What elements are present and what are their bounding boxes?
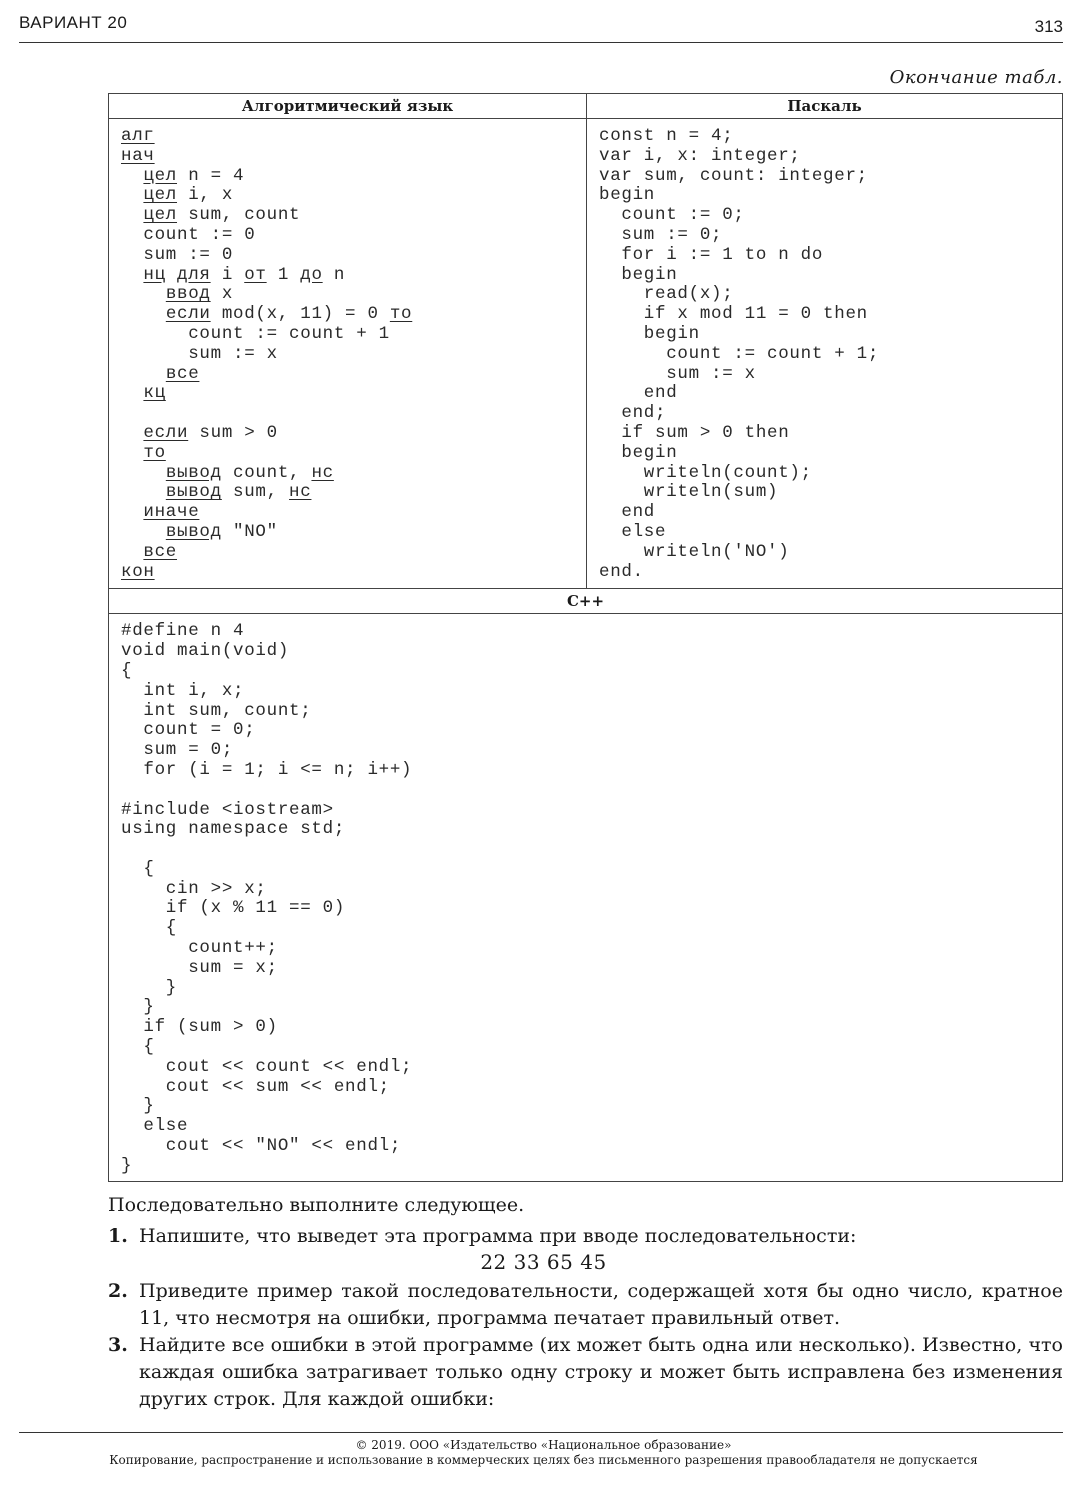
algo-keyword: все (165, 363, 200, 384)
algo-code-line (121, 206, 586, 226)
algo-code-line (121, 503, 586, 523)
pascal-code: const n = 4; var i, x: integer; var sum, count: integer; begin count := 0; sum := 0; for i := 1 to n do begin read(x); if x mod 11 = 0 then begin count := count + 1; sum := x end end; if sum > 0 then begin writeln(count); writeln(sum) end else writeln('NO') end. (599, 126, 880, 582)
algo-keyword: все (143, 541, 178, 562)
algo-code-line (121, 186, 586, 206)
algo-code-text: sum, (221, 482, 290, 503)
header-pascal-cell (587, 94, 1063, 119)
footer-divider (19, 1432, 1063, 1433)
algo-code-line (121, 365, 586, 385)
algo-code-text: sum := 0 (143, 244, 234, 265)
algo-code-text: count := 0 (143, 224, 256, 245)
table-continuation-note: Окончание табл. (889, 67, 1063, 88)
task-item-number: 1. (108, 1225, 128, 1247)
task-item-number: 3. (108, 1334, 128, 1356)
pascal-code-cell (587, 119, 1063, 589)
task-item-text: Приведите пример такой последовательности, содержащей хотя бы одно число, кратное 11, что несмотря на ошибки, программа печатает правильный ответ. (139, 1280, 1063, 1329)
task-intro: Последовательно выполните следующее. (108, 1194, 525, 1216)
cpp-code: #define n 4 void main(void) { int i, x; int sum, count; count = 0; sum = 0; for (i = 1; i <= n; i++) #include <iostream> using namespace std; { cin >> x; if (x % 11 == 0) { count++; sum = x; } } if (sum > 0) { cout << count << endl; cout << sum << endl; } else cout << "NO" << endl; } (121, 621, 413, 1176)
algo-keyword: кон (121, 561, 155, 582)
table-header-row-cpp (109, 589, 1063, 614)
algo-code-text: i (210, 264, 245, 285)
algo-keyword: вывод (165, 462, 222, 483)
task-item-2 (108, 1278, 1063, 1332)
header-algo: Алгоритмический язык (241, 97, 454, 115)
algo-code-line (121, 543, 586, 563)
task-item-text: Напишите, что выведет эта программа при вводе последовательности: (139, 1225, 857, 1247)
program-table (108, 93, 1063, 1182)
algo-keyword: вывод (165, 482, 222, 503)
algo-keyword: кц (143, 383, 166, 404)
header-cpp: C++ (566, 592, 605, 611)
algo-code-text: x (210, 284, 234, 305)
code-row-cpp (109, 614, 1063, 1181)
algo-code-text: count, (221, 462, 312, 483)
algo-code-line (121, 285, 586, 305)
algo-keyword: до (300, 264, 323, 285)
table-header-row (109, 94, 1063, 119)
algo-code-text: n (322, 264, 346, 285)
header-pascal: Паскаль (787, 97, 862, 115)
algo-keyword: нс (311, 462, 334, 483)
algo-code-line (121, 246, 586, 266)
algo-code-line (121, 404, 586, 424)
algo-code-text: i, x (177, 185, 234, 206)
algo-keyword: нач (121, 145, 155, 166)
header-cpp-cell (109, 589, 1063, 614)
code-row-algo-pascal (109, 119, 1063, 589)
footer-copyright: © 2019. ООО «Издательство «Национальное образование» (355, 1438, 732, 1452)
algo-code-line (121, 226, 586, 246)
algo-code-text: "NO" (221, 521, 278, 542)
algo-code-line (121, 483, 586, 503)
algo-keyword: от (244, 264, 267, 285)
algo-code-line (121, 523, 586, 543)
algo-code (109, 119, 586, 588)
algo-code-text: sum, count (177, 205, 301, 226)
algo-keyword: если (165, 304, 211, 325)
algo-keyword: для (177, 264, 211, 285)
algo-code-text: n = 4 (177, 165, 245, 186)
algo-code-text (166, 265, 177, 285)
footer-notice: Копирование, распространение и использование в коммерческих целях без письменного разрешения правообладателя не допускается (109, 1453, 978, 1467)
algo-keyword: цел (143, 165, 178, 186)
header-algo-cell (109, 94, 587, 119)
algo-keyword: цел (143, 205, 178, 226)
algo-keyword: нс (289, 482, 312, 503)
algo-code-text: sum > 0 (188, 422, 278, 443)
task-item-3 (108, 1332, 1063, 1413)
algo-code-line (121, 563, 586, 583)
algo-keyword: цел (143, 185, 178, 206)
input-sequence: 22 33 65 45 (480, 1250, 607, 1274)
algo-code-line (121, 444, 586, 464)
algo-code-line (121, 167, 586, 187)
algo-code-text: 1 (266, 264, 301, 285)
algo-keyword: нц (143, 264, 166, 285)
algo-code-line (121, 127, 586, 147)
algo-code-text: mod(x, 11) = 0 (210, 304, 390, 325)
algo-code-line (121, 424, 586, 444)
algo-keyword: алг (121, 126, 155, 146)
algo-keyword: ввод (165, 284, 211, 305)
algo-keyword: иначе (143, 502, 200, 523)
algo-code-text: sum := x (188, 343, 278, 364)
algo-keyword: то (143, 442, 166, 463)
variant-label: ВАРИАНТ 20 (19, 13, 128, 32)
algo-code-line (121, 325, 586, 345)
algo-keyword: вывод (165, 521, 222, 542)
cpp-code-cell (109, 614, 1063, 1181)
algo-code-line (121, 384, 586, 404)
header-divider (19, 42, 1063, 43)
algo-code-line (121, 305, 586, 325)
page-number: 313 (1034, 17, 1063, 36)
algo-code-cell (109, 119, 587, 589)
algo-keyword: если (143, 422, 189, 443)
task-item-1 (108, 1223, 1063, 1250)
algo-code-line (121, 464, 586, 484)
task-item-number: 2. (108, 1280, 128, 1302)
task-item-text: Найдите все ошибки в этой программе (их может быть одна или несколько). Известно, что каждая ошибка затрагивает только одну строку и может быть исправлена без изменения других строк. Для каждой ошибки: (139, 1334, 1063, 1410)
algo-code-line (121, 266, 586, 286)
algo-code-text: count := count + 1 (188, 323, 390, 344)
algo-code-line (121, 147, 586, 167)
algo-keyword: то (389, 304, 413, 325)
algo-code-line (121, 345, 586, 365)
